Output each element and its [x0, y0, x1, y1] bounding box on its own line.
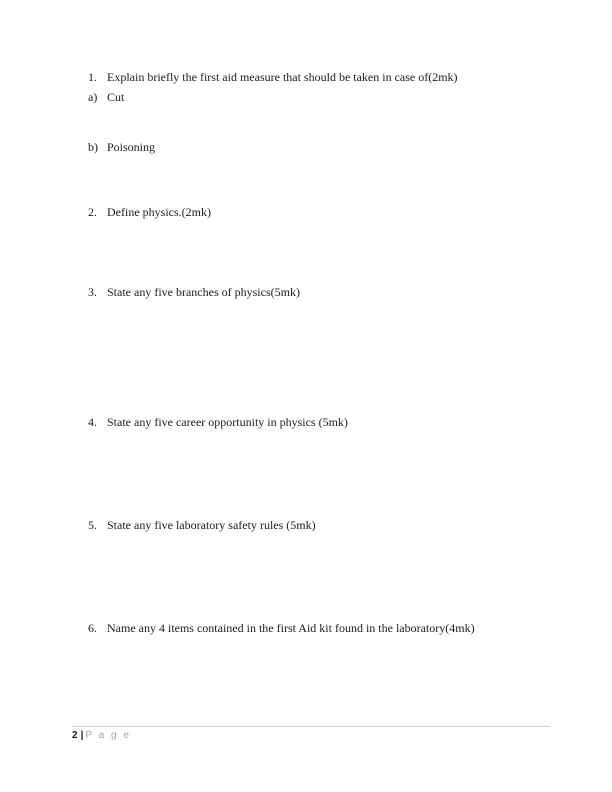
question-1-subpart-b	[88, 140, 155, 154]
question-number: 1.	[88, 70, 97, 84]
subpart-text: Poisoning	[107, 140, 156, 154]
question-text: State any five career opportunity in physics (5mk)	[107, 415, 348, 429]
question-text: Name any 4 items contained in the first Aid kit found in the laboratory(4mk)	[107, 621, 475, 635]
question-number: 4.	[88, 415, 97, 429]
question-row-2	[88, 205, 211, 219]
question-number: 2.	[88, 205, 97, 219]
subpart-label: b)	[88, 140, 98, 154]
footer-separator: |	[80, 730, 84, 741]
subpart-label: a)	[88, 90, 98, 104]
question-row-6	[88, 621, 475, 635]
question-text: Define physics.(2mk)	[107, 205, 211, 219]
page-footer	[72, 730, 131, 741]
question-text: Explain briefly the first aid measure that should be taken in case of(2mk)	[107, 70, 458, 84]
footer-divider	[72, 726, 550, 727]
question-row-3	[88, 285, 300, 299]
question-text: State any five laboratory safety rules (5mk)	[107, 518, 316, 532]
question-row-4	[88, 415, 348, 429]
question-text: State any five branches of physics(5mk)	[107, 285, 300, 299]
question-number: 6.	[88, 621, 97, 635]
page-label: P a g e	[85, 730, 131, 741]
question-1-subpart-a	[88, 90, 124, 104]
question-number: 3.	[88, 285, 97, 299]
subpart-text: Cut	[107, 90, 125, 104]
question-row-1	[88, 70, 458, 84]
question-row-5	[88, 518, 316, 532]
page-number: 2	[72, 730, 78, 741]
question-number: 5.	[88, 518, 97, 532]
